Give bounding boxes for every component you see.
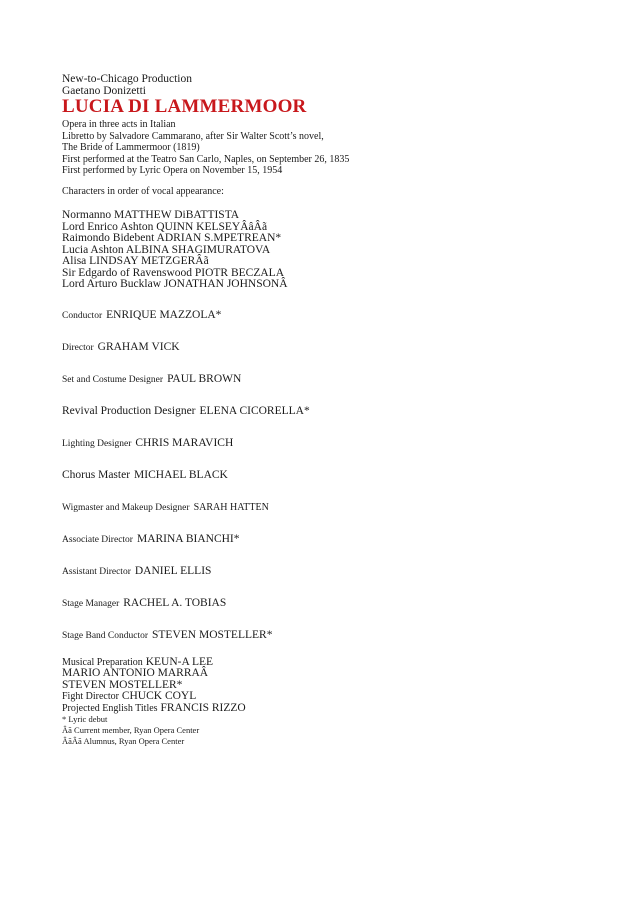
footnote: Âã Current member, Ryan Opera Center <box>62 725 200 735</box>
program-page <box>62 74 582 747</box>
credit-role: Stage Band Conductor <box>62 630 149 641</box>
credit-director <box>62 337 582 355</box>
credit-role: Stage Manager <box>62 598 120 609</box>
cast-list <box>62 210 582 291</box>
credit-role: Associate Director <box>62 534 133 545</box>
credit-associate-director <box>62 529 582 547</box>
characters-heading: Characters in order of vocal appearance: <box>62 185 224 197</box>
credit-chorus-master <box>62 465 582 483</box>
credit-role: Wigmaster and Makeup Designer <box>62 502 190 513</box>
fight-director <box>62 691 582 703</box>
credit-name: ELENA CICORELLA* <box>199 404 310 417</box>
credit-name: SARAH HATTEN <box>193 501 269 513</box>
credit-role: Director <box>62 342 94 353</box>
credit-wigmaster <box>62 497 582 515</box>
projected-titles <box>62 703 582 715</box>
music-staff-name: STEVEN MOSTELLER* <box>62 678 183 691</box>
opera-title: LUCIA DI LAMMERMOOR <box>62 96 307 117</box>
credit-conductor <box>62 305 582 323</box>
credit-name: RACHEL A. TOBIAS <box>123 596 227 609</box>
credit-set-costume-designer <box>62 369 582 387</box>
cast-item: Normanno MATTHEW DiBATTISTA <box>62 209 240 221</box>
credit-name: KEUN-A LEE <box>145 655 214 668</box>
cast-item: Sir Edgardo of Ravenswood PIOTR BECZALA <box>62 266 284 279</box>
cast-item: Lord Enrico Ashton QUINN KELSEYÂâÂã <box>62 220 268 233</box>
info-line: The Bride of Lammermoor (1819) <box>62 142 200 153</box>
credit-lighting-designer <box>62 433 582 451</box>
credit-name: PAUL BROWN <box>167 372 242 385</box>
credit-name: GRAHAM VICK <box>97 340 180 353</box>
production-note: New-to-Chicago Production <box>62 73 192 85</box>
credit-stage-manager <box>62 593 582 611</box>
cast-item: Raimondo Bidebent ADRIAN S.MPETREAN* <box>62 232 282 244</box>
credit-name: MARINA BIANCHI* <box>136 532 240 545</box>
credit-name: CHRIS MARAVICH <box>135 436 234 449</box>
credit-name: CHUCK COYL <box>121 690 197 702</box>
credit-assistant-director <box>62 561 582 579</box>
credit-name: STEVEN MOSTELLER* <box>152 628 273 641</box>
info-line: First performed by Lyric Opera on November 15, 1954 <box>62 165 283 176</box>
credit-stage-band-conductor <box>62 625 582 643</box>
info-line: First performed at the Teatro San Carlo, Naples, on September 26, 1835 <box>62 153 350 165</box>
credit-role: Musical Preparation <box>62 656 143 668</box>
composer: Gaetano Donizetti <box>62 84 146 97</box>
cast-item: Alisa LINDSAY METZGERÂã <box>62 255 209 267</box>
footnote: ÂãÂã Alumnus, Ryan Opera Center <box>62 736 185 746</box>
footnotes <box>62 714 582 747</box>
cast-item: Lord Arturo Bucklaw JONATHAN JOHNSONÂ <box>62 278 288 290</box>
credit-role: Set and Costume Designer <box>62 374 164 385</box>
credit-revival-designer <box>62 401 582 419</box>
music-staff <box>62 657 582 715</box>
credit-role: Revival Production Designer <box>62 404 196 417</box>
credit-role: Projected English Titles <box>62 702 158 714</box>
music-staff-name: MARIO ANTONIO MARRAÂ <box>62 667 209 679</box>
credit-role: Conductor <box>62 310 103 321</box>
credit-name: FRANCIS RIZZO <box>160 701 246 714</box>
info-line: Libretto by Salvadore Cammarano, after Sir Walter Scott’s novel, <box>62 130 324 142</box>
credit-role: Lighting Designer <box>62 438 132 449</box>
credit-name: ENRIQUE MAZZOLA* <box>106 308 222 321</box>
opera-info <box>62 119 582 177</box>
credit-role: Chorus Master <box>62 468 131 481</box>
credit-name: MICHAEL BLACK <box>134 468 228 481</box>
info-line: Opera in three acts in Italian <box>62 119 176 130</box>
footnote: * Lyric debut <box>62 714 108 724</box>
credit-name: DANIEL ELLIS <box>134 564 212 577</box>
cast-item: Lucia Ashton ALBINA SHAGIMURATOVA <box>62 243 271 256</box>
credit-role: Fight Director <box>62 691 119 702</box>
credit-role: Assistant Director <box>62 566 131 577</box>
